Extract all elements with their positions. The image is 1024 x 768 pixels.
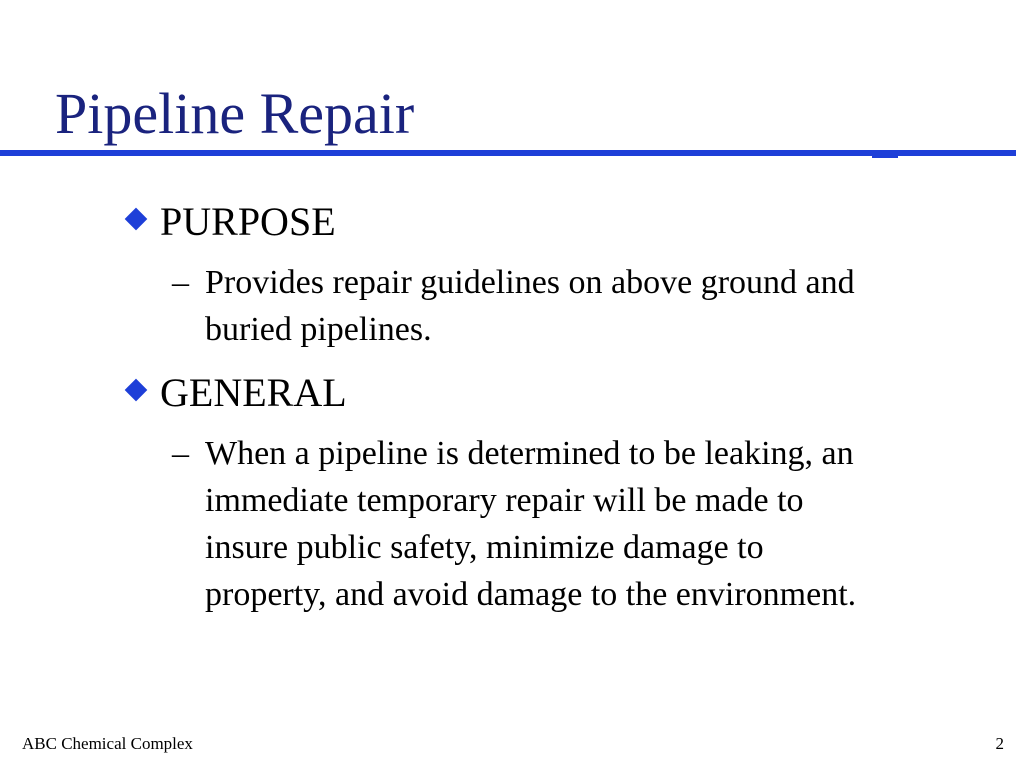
title-underline-accent bbox=[872, 155, 898, 158]
sub-bullet-line: buried pipelines. bbox=[205, 311, 432, 348]
sub-bullet-line: Provides repair guidelines on above ground and bbox=[205, 264, 855, 301]
bullet-purpose bbox=[122, 198, 336, 246]
sub-bullet-purpose bbox=[172, 259, 855, 353]
sub-bullet-general bbox=[172, 430, 856, 618]
sub-bullet-line: insure public safety, minimize damage to bbox=[205, 529, 764, 566]
footer-company: ABC Chemical Complex bbox=[22, 734, 193, 753]
sub-bullet-line: property, and avoid damage to the environment. bbox=[205, 576, 857, 613]
page-number: 2 bbox=[995, 734, 1004, 753]
sub-bullet-line: When a pipeline is determined to be leaking, an bbox=[205, 435, 854, 472]
title-underline bbox=[0, 150, 1016, 156]
bullet-heading: GENERAL bbox=[160, 370, 347, 415]
dash-marker: – bbox=[172, 435, 189, 472]
diamond-bullet-icon bbox=[125, 208, 148, 231]
diamond-bullet-icon bbox=[125, 379, 148, 402]
sub-bullet-line: immediate temporary repair will be made to bbox=[205, 482, 804, 519]
bullet-heading: PURPOSE bbox=[160, 199, 336, 244]
dash-marker: – bbox=[172, 264, 189, 301]
slide-title: Pipeline Repair bbox=[55, 81, 415, 146]
bullet-general bbox=[122, 369, 347, 417]
